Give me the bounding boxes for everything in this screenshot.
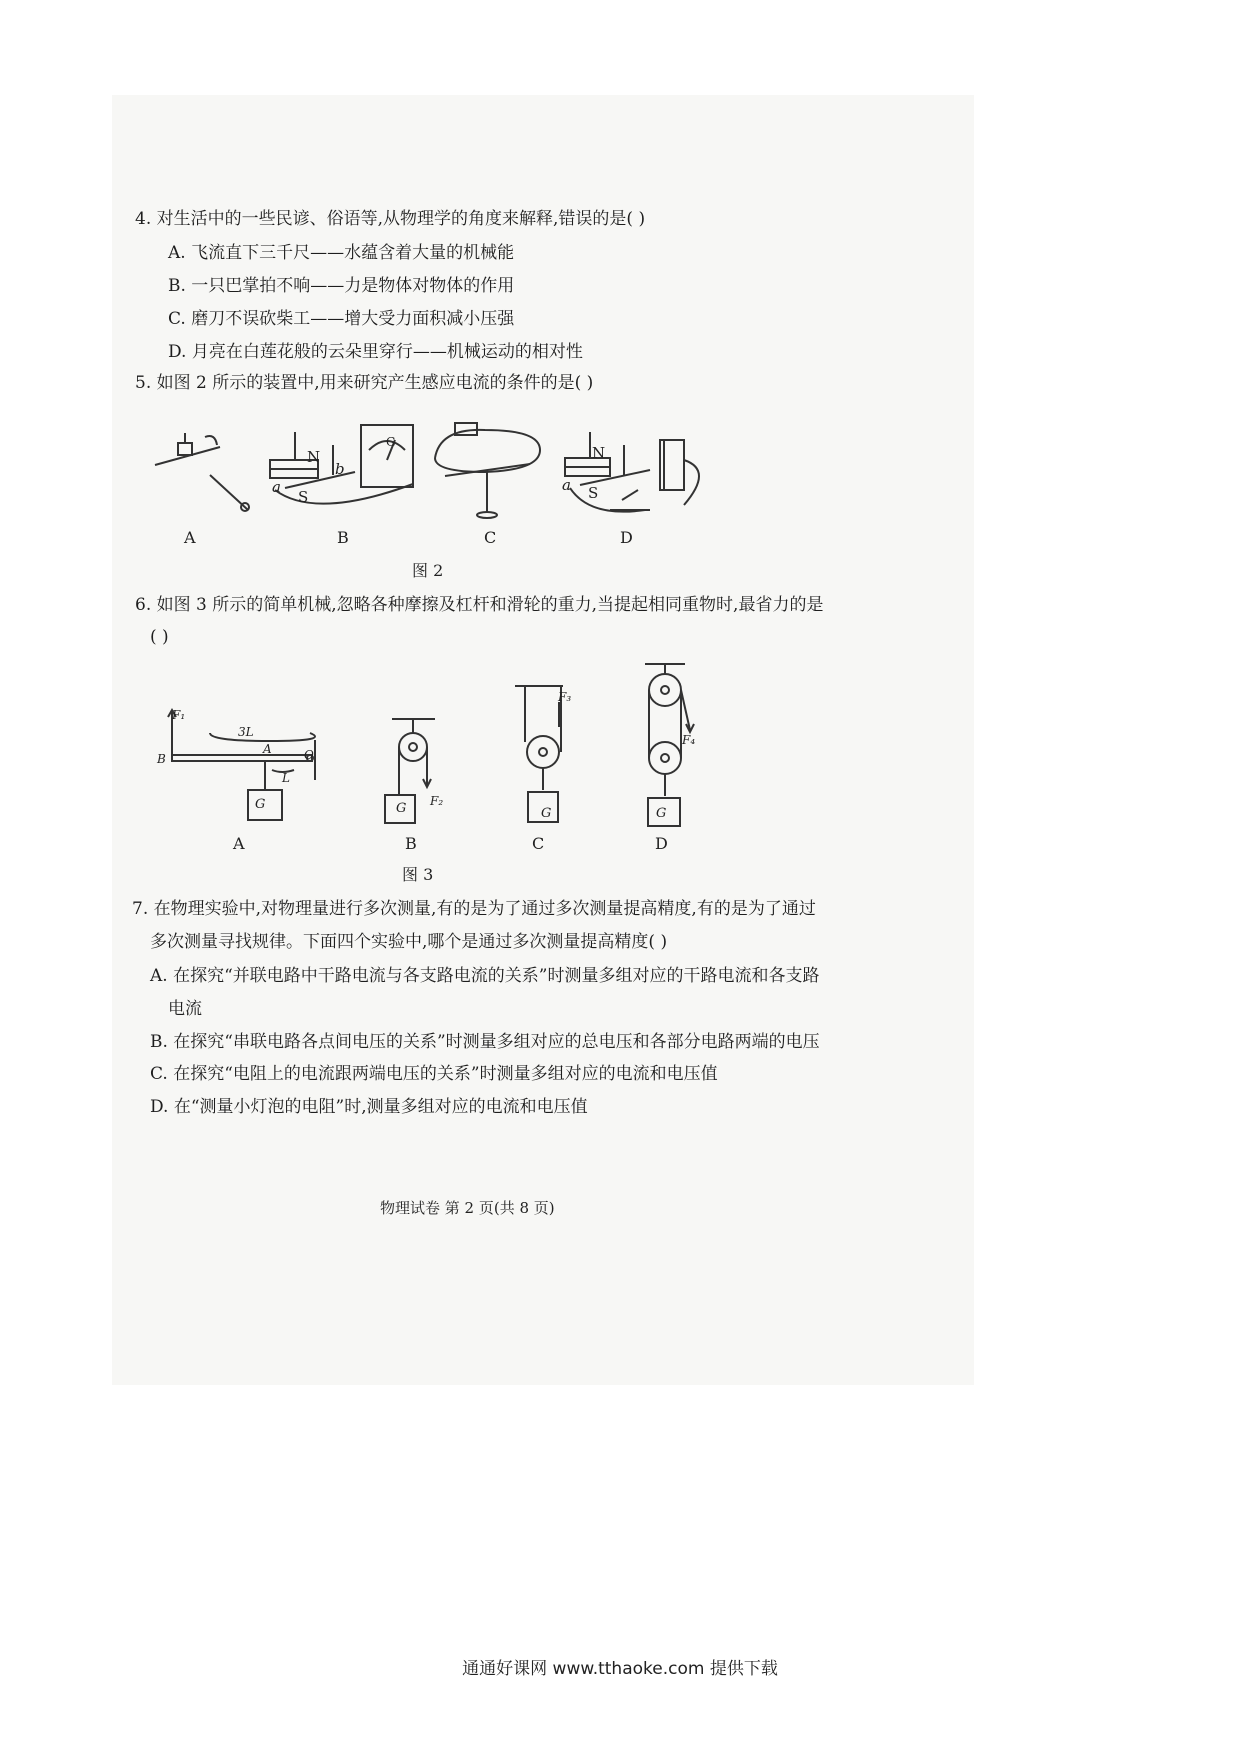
- fig2-d-s-label: S: [588, 484, 599, 502]
- q4-option-a: A. 飞流直下三千尺——水蕴含着大量的机械能: [168, 243, 515, 263]
- download-notice: 通通好课网 www.tthaoke.com 提供下载: [462, 1659, 778, 1679]
- q4-option-d: D. 月亮在白莲花般的云朵里穿行——机械运动的相对性: [168, 342, 583, 362]
- fig3-d-f4-label: F₄: [682, 733, 696, 747]
- q4-stem: 4. 对生活中的一些民谚、俗语等,从物理学的角度来解释,错误的是( ): [135, 209, 646, 229]
- fig2-b-a-label: a: [272, 478, 281, 496]
- q7-stem-line1: 7. 在物理实验中,对物理量进行多次测量,有的是为了通过多次测量提高精度,有的是为了通过: [132, 899, 816, 919]
- fig2-d-a-label: a: [562, 476, 571, 494]
- fig3-a-b-label: B: [157, 752, 166, 766]
- fig2-b-b-label: b: [335, 460, 345, 478]
- fig3-c-f3-label: F₃: [558, 690, 572, 704]
- fig3-a-o-label: O: [304, 748, 314, 762]
- fig3-a-g-label: G: [255, 797, 266, 812]
- q7-option-a-cont: 电流: [168, 999, 202, 1019]
- figure-2-d-magnet-battery: [560, 420, 710, 520]
- q5-stem: 5. 如图 2 所示的装置中,用来研究产生感应电流的条件的是( ): [135, 373, 594, 393]
- fig3-label-d: D: [655, 834, 668, 853]
- fig2-b-n-label: N: [307, 448, 321, 466]
- q6-answer-blank: ( ): [150, 627, 169, 647]
- q7-option-d: D. 在“测量小灯泡的电阻”时,测量多组对应的电流和电压值: [150, 1097, 588, 1117]
- fig3-b-g-label: G: [396, 801, 407, 816]
- fig3-a-3l-label: 3L: [238, 725, 254, 739]
- fig3-d-g-label: G: [656, 806, 667, 821]
- q7-option-c: C. 在探究“电阻上的电流跟两端电压的关系”时测量多组对应的电流和电压值: [150, 1064, 718, 1084]
- fig3-label-a: A: [233, 834, 245, 853]
- fig3-label-b: B: [405, 834, 417, 853]
- q7-option-a: A. 在探究“并联电路中干路电流与各支路电流的关系”时测量多组对应的干路电流和各支路: [150, 966, 820, 986]
- q4-option-c: C. 磨刀不误砍柴工——增大受力面积减小压强: [168, 309, 515, 329]
- figure-3-caption: 图 3: [402, 865, 434, 884]
- fig3-label-c: C: [532, 834, 545, 853]
- figure-2-c-coil-compass: [430, 418, 545, 523]
- fig2-label-a: A: [184, 528, 196, 547]
- fig3-b-f2-label: F₂: [430, 794, 444, 808]
- fig2-label-c: C: [484, 528, 497, 547]
- fig3-a-l-label: L: [282, 771, 290, 785]
- fig2-b-s-label: S: [298, 488, 309, 506]
- q4-option-b: B. 一只巴掌拍不响——力是物体对物体的作用: [168, 276, 515, 296]
- fig3-a-f1-label: F₁: [172, 708, 186, 722]
- q6-stem: 6. 如图 3 所示的简单机械,忽略各种摩擦及杠杆和滑轮的重力,当提起相同重物时,最省力的是: [135, 595, 824, 615]
- figure-2-caption: 图 2: [412, 561, 444, 580]
- fig2-label-b: B: [337, 528, 349, 547]
- figure-2-a-compass-wire: [150, 425, 260, 520]
- figure-3-d-pulley-block: [640, 660, 710, 828]
- fig2-b-g-label: G: [386, 435, 396, 449]
- q7-stem-line2: 多次测量寻找规律。下面四个实验中,哪个是通过多次测量提高精度( ): [150, 932, 668, 952]
- q7-option-b: B. 在探究“串联电路各点间电压的关系”时测量多组对应的总电压和各部分电路两端的电压: [150, 1032, 820, 1052]
- fig3-a-a-label: A: [263, 742, 272, 756]
- fig3-c-g-label: G: [541, 806, 552, 821]
- page-footer: 物理试卷 第 2 页(共 8 页): [380, 1199, 555, 1217]
- figure-3-b-fixed-pulley: [380, 715, 450, 827]
- figure-3-a-lever: [160, 705, 325, 825]
- fig2-d-n-label: N: [592, 444, 606, 462]
- fig2-label-d: D: [620, 528, 633, 547]
